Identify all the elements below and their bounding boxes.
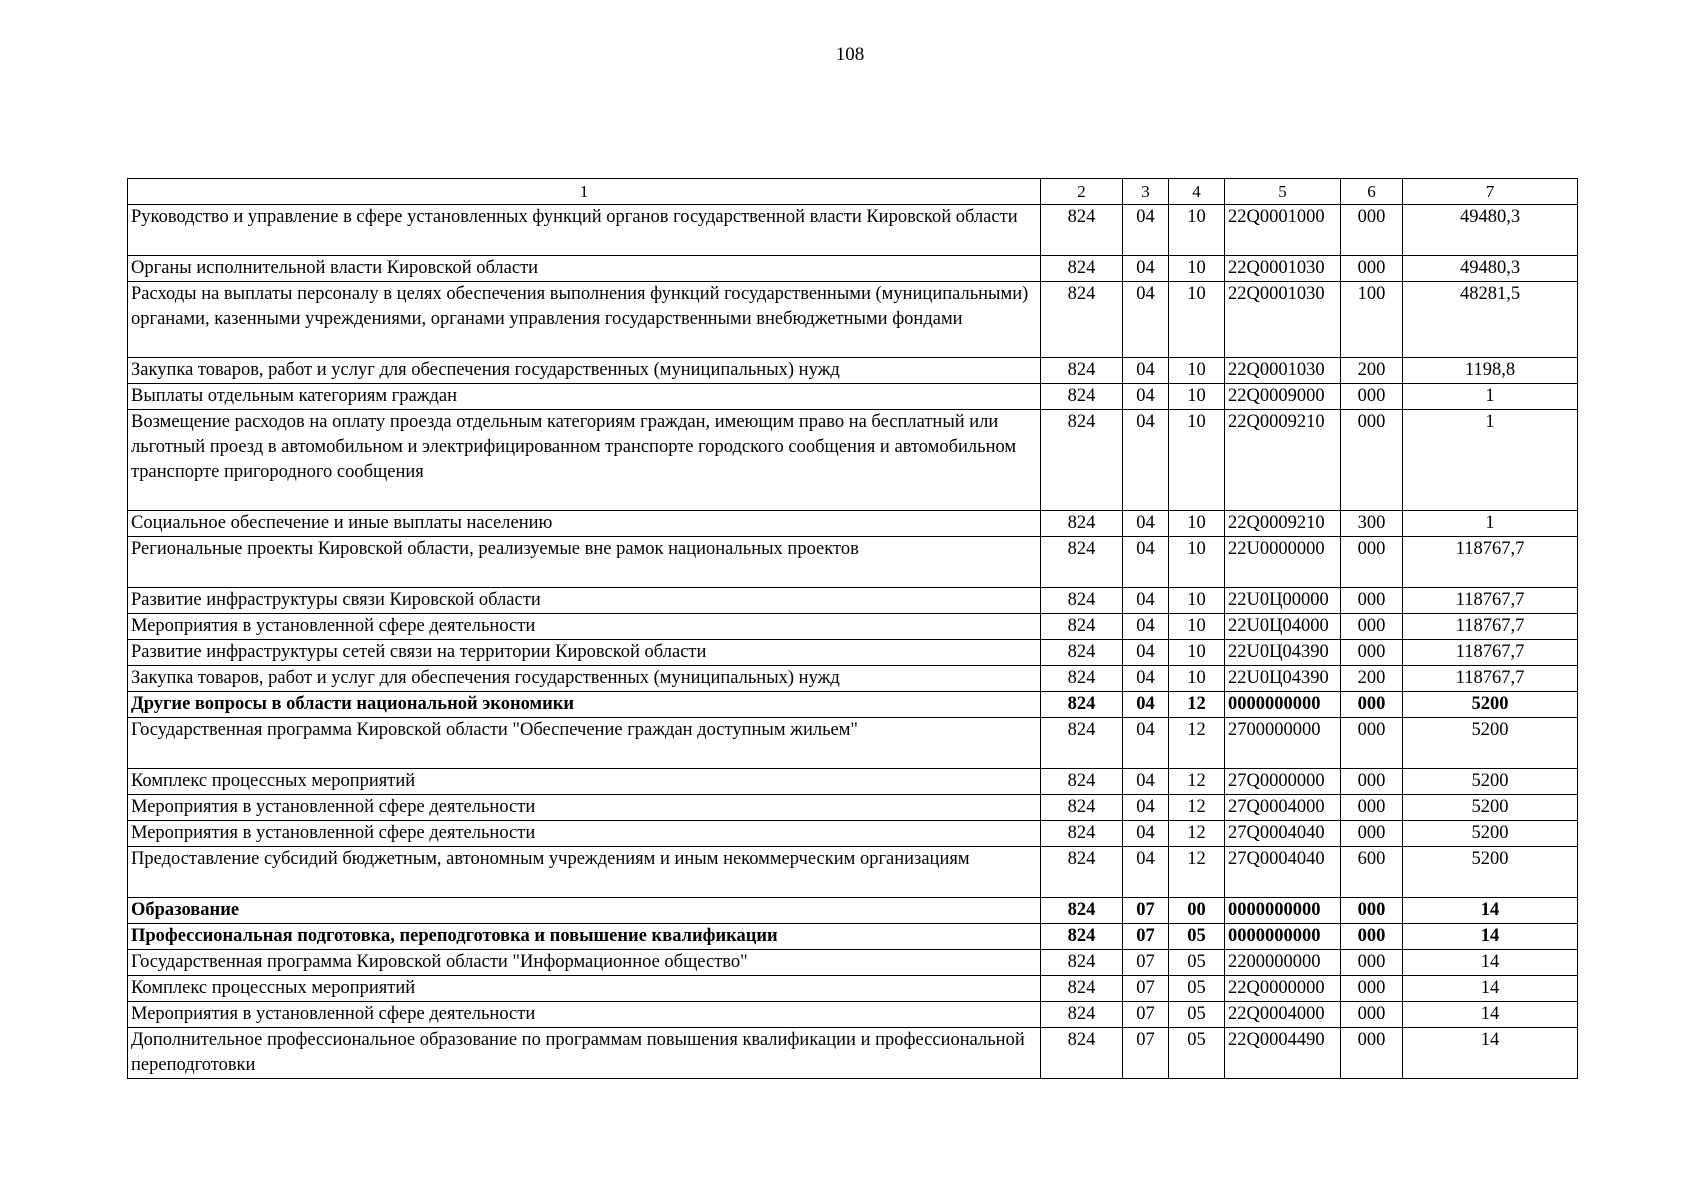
table-row (128, 1002, 1578, 1028)
section-code-cell: 04 (1123, 537, 1169, 588)
target-article-cell: 22Q0004000 (1225, 1002, 1341, 1028)
table-row (128, 821, 1578, 847)
expense-type-cell: 000 (1341, 898, 1403, 924)
expense-type-cell: 000 (1341, 692, 1403, 718)
target-article-cell: 2700000000 (1225, 718, 1341, 769)
section-code-cell: 07 (1123, 950, 1169, 976)
amount-cell: 118767,7 (1403, 640, 1578, 666)
target-article-cell: 27Q0004040 (1225, 821, 1341, 847)
amount-cell: 1 (1403, 511, 1578, 537)
table-row (128, 924, 1578, 950)
subsection-code-cell: 00 (1169, 898, 1225, 924)
row-name-cell: Руководство и управление в сфере установленных функций органов государственной власти Кировской области (128, 205, 1041, 256)
row-name-cell: Расходы на выплаты персоналу в целях обеспечения выполнения функций государственными (муниципальными) органами, казенными учреждениями, органами управления государственными внебюджетными фондами (128, 282, 1041, 358)
expense-type-cell: 200 (1341, 666, 1403, 692)
subsection-code-cell: 05 (1169, 1028, 1225, 1079)
amount-cell: 48281,5 (1403, 282, 1578, 358)
section-code-cell: 04 (1123, 358, 1169, 384)
expense-type-cell: 000 (1341, 821, 1403, 847)
ministry-code-cell: 824 (1041, 282, 1123, 358)
ministry-code-cell: 824 (1041, 666, 1123, 692)
row-name-cell: Профессиональная подготовка, переподготовка и повышение квалификации (128, 924, 1041, 950)
ministry-code-cell: 824 (1041, 410, 1123, 511)
table-row (128, 718, 1578, 769)
table-row (128, 384, 1578, 410)
target-article-cell: 27Q0004000 (1225, 795, 1341, 821)
section-code-cell: 04 (1123, 666, 1169, 692)
amount-cell: 118767,7 (1403, 666, 1578, 692)
target-article-cell: 0000000000 (1225, 924, 1341, 950)
amount-cell: 1198,8 (1403, 358, 1578, 384)
amount-cell: 5200 (1403, 769, 1578, 795)
section-code-cell: 04 (1123, 614, 1169, 640)
target-article-cell: 22Q0009210 (1225, 410, 1341, 511)
row-name-cell: Развитие инфраструктуры связи Кировской области (128, 588, 1041, 614)
section-code-cell: 04 (1123, 410, 1169, 511)
row-name-cell: Дополнительное профессиональное образование по программам повышения квалификации и профессиональной переподготовки (128, 1028, 1041, 1079)
table-row (128, 1028, 1578, 1079)
table-row (128, 282, 1578, 358)
subsection-code-cell: 05 (1169, 1002, 1225, 1028)
expense-type-cell: 000 (1341, 256, 1403, 282)
target-article-cell: 22U0000000 (1225, 537, 1341, 588)
subsection-code-cell: 10 (1169, 410, 1225, 511)
expense-type-cell: 000 (1341, 640, 1403, 666)
table-row (128, 358, 1578, 384)
section-code-cell: 07 (1123, 1028, 1169, 1079)
subsection-code-cell: 05 (1169, 976, 1225, 1002)
table-row (128, 537, 1578, 588)
expense-type-cell: 000 (1341, 924, 1403, 950)
column-header: 5 (1225, 179, 1341, 205)
table-row (128, 692, 1578, 718)
page-number: 108 (835, 44, 865, 65)
ministry-code-cell: 824 (1041, 640, 1123, 666)
table-row (128, 976, 1578, 1002)
table-row (128, 640, 1578, 666)
expense-type-cell: 600 (1341, 847, 1403, 898)
amount-cell: 5200 (1403, 692, 1578, 718)
table-row (128, 614, 1578, 640)
amount-cell: 14 (1403, 898, 1578, 924)
row-name-cell: Социальное обеспечение и иные выплаты населению (128, 511, 1041, 537)
subsection-code-cell: 12 (1169, 795, 1225, 821)
amount-cell: 5200 (1403, 795, 1578, 821)
section-code-cell: 07 (1123, 1002, 1169, 1028)
expense-type-cell: 000 (1341, 795, 1403, 821)
subsection-code-cell: 12 (1169, 718, 1225, 769)
row-name-cell: Мероприятия в установленной сфере деятельности (128, 1002, 1041, 1028)
row-name-cell: Закупка товаров, работ и услуг для обеспечения государственных (муниципальных) нужд (128, 666, 1041, 692)
budget-table (127, 178, 1578, 1079)
ministry-code-cell: 824 (1041, 950, 1123, 976)
subsection-code-cell: 10 (1169, 588, 1225, 614)
table-row (128, 950, 1578, 976)
ministry-code-cell: 824 (1041, 384, 1123, 410)
row-name-cell: Предоставление субсидий бюджетным, автономным учреждениям и иным некоммерческим организациям (128, 847, 1041, 898)
target-article-cell: 22Q0001000 (1225, 205, 1341, 256)
ministry-code-cell: 824 (1041, 1028, 1123, 1079)
amount-cell: 1 (1403, 384, 1578, 410)
ministry-code-cell: 824 (1041, 537, 1123, 588)
subsection-code-cell: 05 (1169, 950, 1225, 976)
column-header: 7 (1403, 179, 1578, 205)
subsection-code-cell: 10 (1169, 640, 1225, 666)
target-article-cell: 22Q0001030 (1225, 282, 1341, 358)
subsection-code-cell: 05 (1169, 924, 1225, 950)
target-article-cell: 22Q0001030 (1225, 256, 1341, 282)
amount-cell: 14 (1403, 1002, 1578, 1028)
table-row (128, 205, 1578, 256)
column-header: 6 (1341, 179, 1403, 205)
target-article-cell: 27Q0000000 (1225, 769, 1341, 795)
ministry-code-cell: 824 (1041, 205, 1123, 256)
section-code-cell: 04 (1123, 795, 1169, 821)
amount-cell: 49480,3 (1403, 256, 1578, 282)
row-name-cell: Региональные проекты Кировской области, реализуемые вне рамок национальных проектов (128, 537, 1041, 588)
row-name-cell: Образование (128, 898, 1041, 924)
target-article-cell: 22Q0009210 (1225, 511, 1341, 537)
section-code-cell: 04 (1123, 821, 1169, 847)
column-header: 2 (1041, 179, 1123, 205)
target-article-cell: 27Q0004040 (1225, 847, 1341, 898)
expense-type-cell: 000 (1341, 588, 1403, 614)
table-row (128, 769, 1578, 795)
target-article-cell: 22Q0004490 (1225, 1028, 1341, 1079)
column-header: 4 (1169, 179, 1225, 205)
table-row (128, 511, 1578, 537)
section-code-cell: 04 (1123, 718, 1169, 769)
subsection-code-cell: 10 (1169, 511, 1225, 537)
section-code-cell: 04 (1123, 282, 1169, 358)
section-code-cell: 07 (1123, 898, 1169, 924)
subsection-code-cell: 12 (1169, 692, 1225, 718)
table-row (128, 410, 1578, 511)
ministry-code-cell: 824 (1041, 614, 1123, 640)
section-code-cell: 04 (1123, 588, 1169, 614)
expense-type-cell: 000 (1341, 1002, 1403, 1028)
row-name-cell: Другие вопросы в области национальной экономики (128, 692, 1041, 718)
subsection-code-cell: 10 (1169, 358, 1225, 384)
row-name-cell: Мероприятия в установленной сфере деятельности (128, 795, 1041, 821)
ministry-code-cell: 824 (1041, 898, 1123, 924)
expense-type-cell: 200 (1341, 358, 1403, 384)
amount-cell: 118767,7 (1403, 588, 1578, 614)
section-code-cell: 04 (1123, 769, 1169, 795)
amount-cell: 1 (1403, 410, 1578, 511)
expense-type-cell: 000 (1341, 950, 1403, 976)
ministry-code-cell: 824 (1041, 769, 1123, 795)
section-code-cell: 04 (1123, 256, 1169, 282)
expense-type-cell: 000 (1341, 1028, 1403, 1079)
row-name-cell: Комплекс процессных мероприятий (128, 976, 1041, 1002)
section-code-cell: 04 (1123, 384, 1169, 410)
target-article-cell: 0000000000 (1225, 898, 1341, 924)
column-header: 3 (1123, 179, 1169, 205)
expense-type-cell: 000 (1341, 410, 1403, 511)
row-name-cell: Выплаты отдельным категориям граждан (128, 384, 1041, 410)
subsection-code-cell: 10 (1169, 282, 1225, 358)
ministry-code-cell: 824 (1041, 511, 1123, 537)
ministry-code-cell: 824 (1041, 256, 1123, 282)
ministry-code-cell: 824 (1041, 588, 1123, 614)
table-row (128, 847, 1578, 898)
table-row (128, 898, 1578, 924)
table-row (128, 256, 1578, 282)
target-article-cell: 22Q0009000 (1225, 384, 1341, 410)
target-article-cell: 2200000000 (1225, 950, 1341, 976)
row-name-cell: Органы исполнительной власти Кировской области (128, 256, 1041, 282)
target-article-cell: 22Q0000000 (1225, 976, 1341, 1002)
target-article-cell: 22U0Ц04390 (1225, 640, 1341, 666)
subsection-code-cell: 12 (1169, 821, 1225, 847)
row-name-cell: Комплекс процессных мероприятий (128, 769, 1041, 795)
subsection-code-cell: 10 (1169, 384, 1225, 410)
table-body (128, 205, 1578, 1079)
ministry-code-cell: 824 (1041, 1002, 1123, 1028)
expense-type-cell: 000 (1341, 384, 1403, 410)
amount-cell: 14 (1403, 924, 1578, 950)
ministry-code-cell: 824 (1041, 692, 1123, 718)
ministry-code-cell: 824 (1041, 358, 1123, 384)
row-name-cell: Возмещение расходов на оплату проезда отдельным категориям граждан, имеющим право на бесплатный или льготный проезд в автомобильном и электрифицированном транспорте городского сообщения и автомобильном транспорте пригородного сообщения (128, 410, 1041, 511)
section-code-cell: 07 (1123, 924, 1169, 950)
amount-cell: 49480,3 (1403, 205, 1578, 256)
target-article-cell: 0000000000 (1225, 692, 1341, 718)
expense-type-cell: 000 (1341, 205, 1403, 256)
section-code-cell: 04 (1123, 205, 1169, 256)
table-header-row (128, 179, 1578, 205)
subsection-code-cell: 10 (1169, 666, 1225, 692)
row-name-cell: Закупка товаров, работ и услуг для обеспечения государственных (муниципальных) нужд (128, 358, 1041, 384)
section-code-cell: 04 (1123, 692, 1169, 718)
subsection-code-cell: 10 (1169, 614, 1225, 640)
table-row (128, 666, 1578, 692)
section-code-cell: 04 (1123, 511, 1169, 537)
expense-type-cell: 000 (1341, 976, 1403, 1002)
expense-type-cell: 000 (1341, 718, 1403, 769)
amount-cell: 5200 (1403, 718, 1578, 769)
subsection-code-cell: 10 (1169, 205, 1225, 256)
subsection-code-cell: 12 (1169, 769, 1225, 795)
expense-type-cell: 000 (1341, 537, 1403, 588)
amount-cell: 14 (1403, 976, 1578, 1002)
table-row (128, 588, 1578, 614)
target-article-cell: 22Q0001030 (1225, 358, 1341, 384)
section-code-cell: 04 (1123, 640, 1169, 666)
target-article-cell: 22U0Ц04390 (1225, 666, 1341, 692)
row-name-cell: Государственная программа Кировской области "Обеспечение граждан доступным жильем" (128, 718, 1041, 769)
ministry-code-cell: 824 (1041, 821, 1123, 847)
row-name-cell: Мероприятия в установленной сфере деятельности (128, 614, 1041, 640)
row-name-cell: Государственная программа Кировской области "Информационное общество" (128, 950, 1041, 976)
amount-cell: 5200 (1403, 847, 1578, 898)
expense-type-cell: 000 (1341, 614, 1403, 640)
subsection-code-cell: 12 (1169, 847, 1225, 898)
amount-cell: 14 (1403, 1028, 1578, 1079)
target-article-cell: 22U0Ц00000 (1225, 588, 1341, 614)
amount-cell: 5200 (1403, 821, 1578, 847)
section-code-cell: 04 (1123, 847, 1169, 898)
ministry-code-cell: 824 (1041, 924, 1123, 950)
ministry-code-cell: 824 (1041, 795, 1123, 821)
table-row (128, 795, 1578, 821)
expense-type-cell: 000 (1341, 769, 1403, 795)
ministry-code-cell: 824 (1041, 976, 1123, 1002)
amount-cell: 118767,7 (1403, 537, 1578, 588)
ministry-code-cell: 824 (1041, 718, 1123, 769)
amount-cell: 118767,7 (1403, 614, 1578, 640)
amount-cell: 14 (1403, 950, 1578, 976)
subsection-code-cell: 10 (1169, 537, 1225, 588)
target-article-cell: 22U0Ц04000 (1225, 614, 1341, 640)
subsection-code-cell: 10 (1169, 256, 1225, 282)
expense-type-cell: 100 (1341, 282, 1403, 358)
row-name-cell: Мероприятия в установленной сфере деятельности (128, 821, 1041, 847)
section-code-cell: 07 (1123, 976, 1169, 1002)
column-header: 1 (128, 179, 1041, 205)
row-name-cell: Развитие инфраструктуры сетей связи на территории Кировской области (128, 640, 1041, 666)
ministry-code-cell: 824 (1041, 847, 1123, 898)
expense-type-cell: 300 (1341, 511, 1403, 537)
